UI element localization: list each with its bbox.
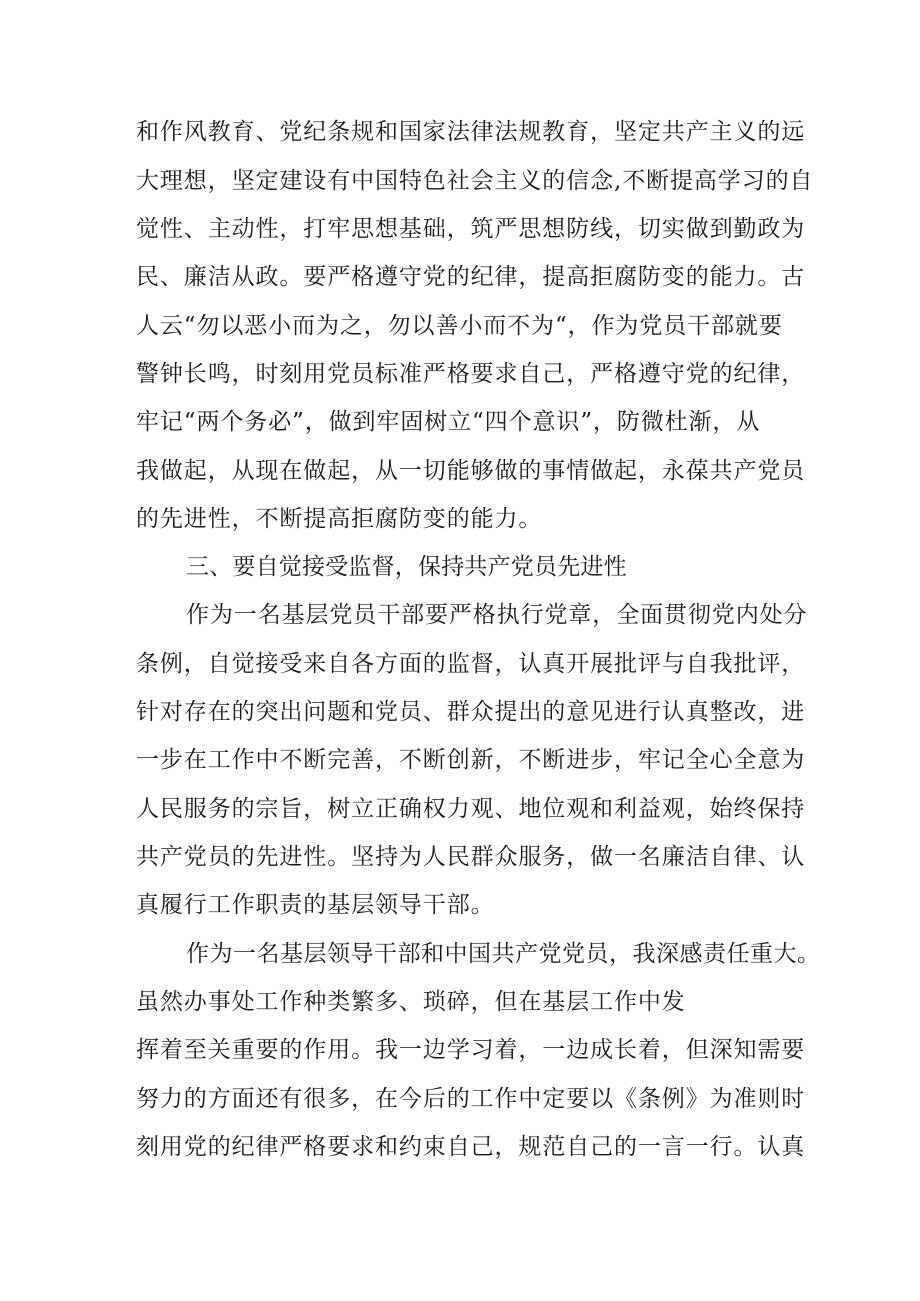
paragraph-1-line-8: 我做起，从现在做起，从一切能够做的事情做起，永葆共产党员: [136, 458, 806, 484]
paragraph-2-line-5: 人民服务的宗旨，树立正确权力观、地位观和利益观，始终保持: [136, 796, 806, 822]
paragraph-3-line-4: 努力的方面还有很多，在今后的工作中定要以《条例》为准则时: [136, 1086, 806, 1112]
paragraph-1-line-5: 人云“勿以恶小而为之，勿以善小而不为“，作为党员干部就要: [136, 313, 783, 339]
paragraph-3-line-2: 虽然办事处工作种类繁多、琐碎，但在基层工作中发: [136, 989, 686, 1015]
paragraph-3-line-5: 刻用党的纪律严格要求和约束自己，规范自己的一言一行。认真: [136, 1134, 806, 1160]
paragraph-2-line-4: 一步在工作中不断完善，不断创新，不断进步，牢记全心全意为: [136, 747, 806, 773]
paragraph-1-line-2: 大理想，坚定建设有中国特色社会主义的信念,不断提高学习的自: [136, 168, 814, 194]
paragraph-1-line-1: 和作风教育、党纪条规和国家法律法规教育，坚定共产主义的远: [136, 119, 806, 145]
paragraph-1-line-4: 民、廉洁从政。要严格遵守党的纪律，提高拒腐防变的能力。古: [136, 264, 806, 290]
paragraph-3-line-3: 挥着至关重要的作用。我一边学习着，一边成长着，但深知需要: [136, 1037, 806, 1063]
paragraph-2-line-2: 条例，自觉接受来自各方面的监督，认真开展批评与自我批评，: [136, 651, 806, 677]
paragraph-2-line-6: 共产党员的先进性。坚持为人民群众服务，做一名廉洁自律、认: [136, 844, 806, 870]
paragraph-2-line-1: 作为一名基层党员干部要严格执行党章，全面贯彻党内处分: [186, 602, 808, 628]
section-heading: 三、要自觉接受监督，保持共产党员先进性: [186, 554, 627, 580]
paragraph-2-line-7: 真履行工作职责的基层领导干部。: [136, 892, 495, 918]
paragraph-3-line-1: 作为一名基层领导干部和中国共产党党员，我深感责任重大。: [186, 941, 821, 967]
paragraph-1-line-9: 的先进性，不断提高拒腐防变的能力。: [136, 506, 543, 532]
paragraph-1-line-3: 觉性、主动性，打牢思想基础，筑严思想防线，切实做到勤政为: [136, 216, 806, 242]
paragraph-2-line-3: 针对存在的突出问题和党员、群众提出的意见进行认真整改，进: [136, 699, 806, 725]
paragraph-1-line-7: 牢记“两个务必”，做到牢固树立“四个意识”，防微杜渐，从: [136, 409, 761, 435]
paragraph-1-line-6: 警钟长鸣，时刻用党员标准严格要求自己，严格遵守党的纪律，: [136, 361, 806, 387]
